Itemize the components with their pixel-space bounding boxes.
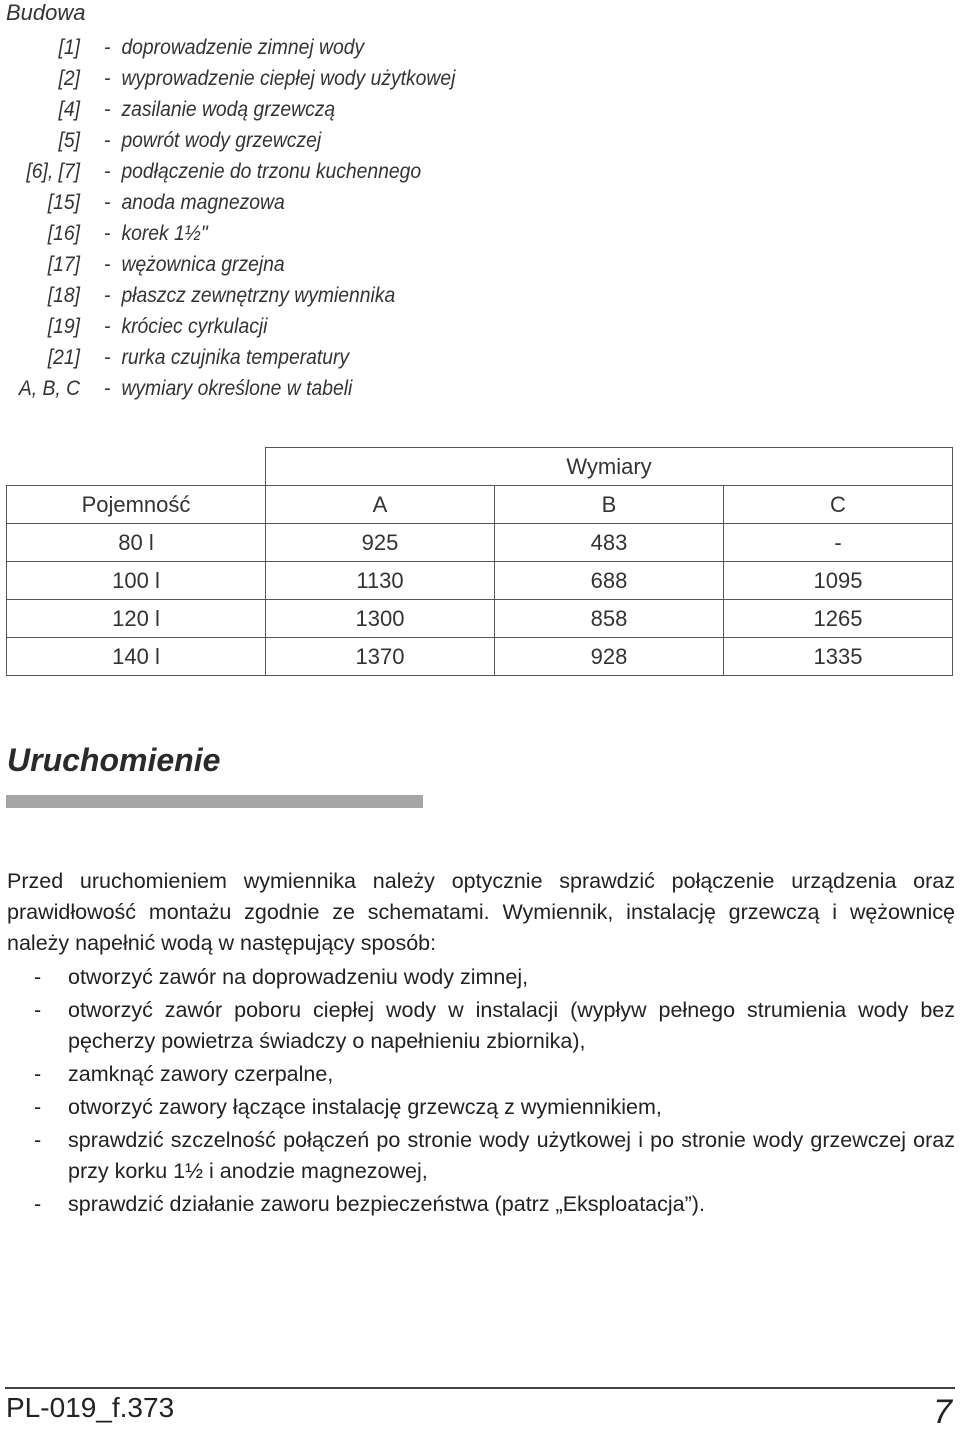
legend-dash: - [103,253,111,276]
table-row [7,638,953,676]
document-code: PL-019_f.373 [6,1392,175,1423]
legend-description: korek 1½" [121,222,208,245]
table-header-cell: Pojemność [7,486,266,524]
list-item [7,962,955,993]
legend-description: powrót wody grzewczej [121,129,322,152]
legend-code: [1] [58,36,81,59]
table-cell: 100 l [7,562,266,600]
table-cell: 1370 [266,638,495,676]
table-row [7,562,953,600]
table-header-cell: B [495,486,724,524]
legend-dash: - [103,284,111,307]
legend-item [0,160,644,191]
legend-code: [16] [47,222,81,245]
legend-code: [5] [58,129,81,152]
legend-description: doprowadzenie zimnej wody [121,36,365,59]
legend-dash: - [103,315,111,338]
legend-code: [17] [47,253,81,276]
legend-description: króciec cyrkulacji [121,315,268,338]
bullet-dash: - [34,1062,42,1086]
legend-item [0,67,644,98]
legend-code: A, B, C [18,377,81,400]
legend-description: zasilanie wodą grzewczą [121,98,336,121]
table-cell: 1300 [266,600,495,638]
legend-code: [18] [47,284,81,307]
list-item [7,1059,955,1090]
legend-item [0,377,644,408]
legend-dash: - [103,191,111,214]
bullet-dash: - [34,1095,42,1119]
section-label-budowa: Budowa [6,0,86,25]
heading-underline-bar [6,795,423,808]
table-cell: 140 l [7,638,266,676]
legend-description: podłączenie do trzonu kuchennego [121,160,422,183]
table-cell: 120 l [7,600,266,638]
table-cell: 1130 [266,562,495,600]
bullet-dash: - [34,1128,42,1152]
legend-dash: - [103,129,111,152]
table-group-header-row [7,448,953,486]
legend-code: [21] [47,346,81,369]
step-text: otworzyć zawór na doprowadzeniu wody zimnej, [68,965,529,989]
table-cell: 928 [495,638,724,676]
bullet-dash: - [34,965,42,989]
legend-item [0,129,644,160]
table-cell: 1335 [724,638,953,676]
footer-divider [5,1387,955,1389]
list-item [7,1189,955,1220]
table-header-row [7,486,953,524]
table-cell: 925 [266,524,495,562]
legend-dash: - [103,222,111,245]
table-group-header: Wymiary [266,448,953,486]
legend-item [0,315,644,346]
step-text: otworzyć zawory łączące instalację grzewczą z wymiennikiem, [68,1095,662,1119]
legend-code: [6], [7] [26,160,81,183]
legend-item [0,98,644,129]
steps-list [7,962,955,1220]
table-cell: 80 l [7,524,266,562]
legend-code: [19] [47,315,81,338]
legend-description: rurka czujnika temperatury [121,346,350,369]
table-header-cell: A [266,486,495,524]
legend-description: płaszcz zewnętrzny wymiennika [121,284,396,307]
legend-description: wężownica grzejna [121,253,285,276]
legend-dash: - [103,98,111,121]
list-item [7,1092,955,1123]
legend-dash: - [103,67,111,90]
legend-description: wymiary określone w tabeli [121,377,353,400]
legend-item [0,191,644,222]
legend-code: [15] [47,191,81,214]
legend-code: [4] [58,98,81,121]
dimensions-table [6,447,953,676]
legend-item [0,36,644,67]
list-item [7,995,955,1057]
table-empty-cell [7,448,266,486]
step-text: sprawdzić szczelność połączeń po stronie wody użytkowej i po stronie wody grzewczej oraz przy korku 1½ i anodzie magnezowej, [68,1128,955,1183]
page-number: 7 [933,1393,952,1431]
section-heading-uruchomienie: Uruchomienie [7,742,221,778]
table-cell: - [724,524,953,562]
legend-description: anoda magnezowa [121,191,285,214]
legend-dash: - [103,160,111,183]
bullet-dash: - [34,998,42,1022]
table-cell: 1095 [724,562,953,600]
startup-instructions [7,866,955,1222]
legend-item [0,284,644,315]
legend-dash: - [103,377,111,400]
table-cell: 483 [495,524,724,562]
bullet-dash: - [34,1192,42,1216]
table-row [7,524,953,562]
table-row [7,600,953,638]
legend-item [0,253,644,284]
legend-item [0,346,644,377]
legend-description: wyprowadzenie ciepłej wody użytkowej [121,67,456,90]
component-legend [0,36,700,408]
table-cell: 858 [495,600,724,638]
table-cell: 1265 [724,600,953,638]
table-cell: 688 [495,562,724,600]
legend-dash: - [103,346,111,369]
step-text: otworzyć zawór poboru ciepłej wody w instalacji (wypływ pełnego strumienia wody bez pęcherzy powietrza świadczy o napełnieniu zbiornika), [68,998,955,1053]
step-text: zamknąć zawory czerpalne, [68,1062,334,1086]
step-text: sprawdzić działanie zaworu bezpieczeństwa (patrz „Eksploatacja”). [68,1192,705,1216]
legend-code: [2] [58,67,81,90]
list-item [7,1125,955,1187]
table-header-cell: C [724,486,953,524]
intro-paragraph: Przed uruchomieniem wymiennika należy optycznie sprawdzić połączenie urządzenia oraz prawidłowość montażu zgodnie ze schematami. Wymiennik, instalację grzewczą i wężownicę należy napełnić wodą w następujący sposób: [7,869,955,955]
legend-dash: - [103,36,111,59]
legend-item [0,222,644,253]
